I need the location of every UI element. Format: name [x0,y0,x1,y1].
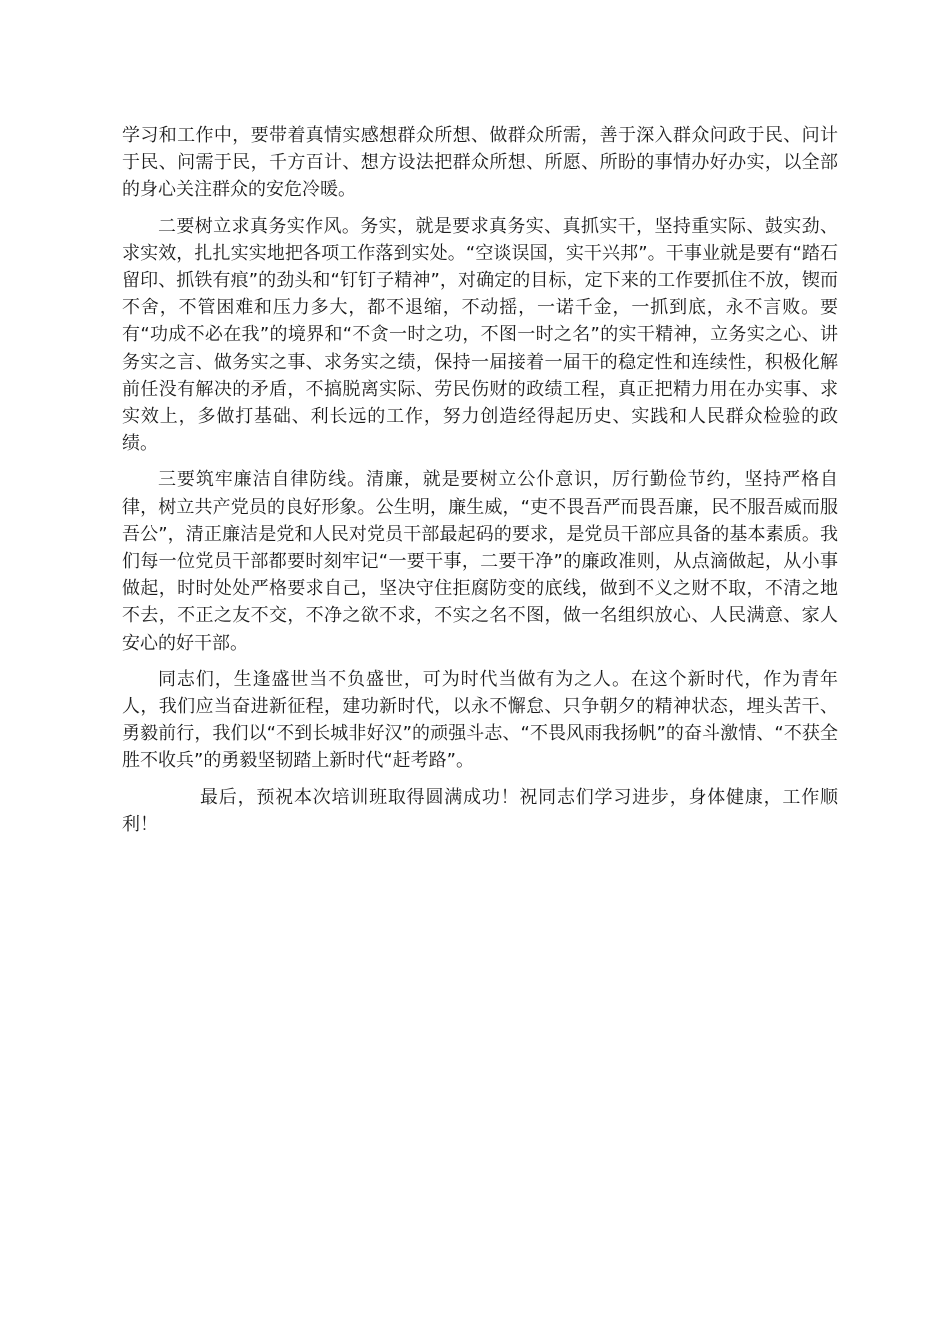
paragraph-integrity: 三要筑牢廉洁自律防线。清廉，就是要树立公仆意识，厉行勤俭节约，坚持严格自律，树立共产党员的良好形象。公生明，廉生威，“吏不畏吾严而畏吾廉，民不服吾威而服吾公”，清正廉洁是党和人民对党员干部最起码的要求，是党员干部应具备的基本素质。我们每一位党员干部都要时刻牢记“一要干事，二要干净”的廉政准则，从点滴做起，从小事做起，时时处处严格要求自己，坚决守住拒腐防变的底线，做到不义之财不取，不清之地不去，不正之友不交，不净之欲不求，不实之名不图，做一名组织放心、人民满意、家人安心的好干部。 [122,469,838,654]
paragraph-comrades: 同志们，生逢盛世当不负盛世，可为时代当做有为之人。在这个新时代，作为青年人，我们应当奋进新征程，建功新时代，以永不懈怠、只争朝夕的精神状态，埋头苦干、勇毅前行，我们以“不到长城非好汉”的顽强斗志、“不畏风雨我扬帆”的奋斗激情、“不获全胜不收兵”的勇毅坚韧踏上新时代“赶考路”。 [122,668,838,772]
paragraph-continued: 学习和工作中，要带着真情实感想群众所想、做群众所需，善于深入群众问政于民、问计于民、问需于民，千方百计、想方设法把群众所想、所愿、所盼的事情办好办实，以全部的身心关注群众的安危冷暖。 [122,125,838,201]
paragraph-closing: 最后，预祝本次培训班取得圆满成功！祝同志们学习进步，身体健康，工作顺利！ [122,786,838,835]
paragraph-work-style: 二要树立求真务实作风。务实，就是要求真务实、真抓实干，坚持重实际、鼓实劲、求实效，扎扎实实地把各项工作落到实处。“空谈误国，实干兴邦”。干事业就是要有“踏石留印、抓铁有痕”的劲头和“钉钉子精神”，对确定的目标，定下来的工作要抓住不放，锲而不舍，不管困难和压力多大，都不退缩，不动摇，一诺千金，一抓到底，永不言败。要有“功成不必在我”的境界和“不贪一时之功，不图一时之名”的实干精神，立务实之心、讲务实之言、做务实之事、求务实之绩，保持一届接着一届干的稳定性和连续性，积极化解前任没有解决的矛盾，不搞脱离实际、劳民伤财的政绩工程，真正把精力用在办实事、求实效上，多做打基础、利长远的工作，努力创造经得起历史、实践和人民群众检验的政绩。 [122,215,838,455]
document-page [122,122,838,847]
